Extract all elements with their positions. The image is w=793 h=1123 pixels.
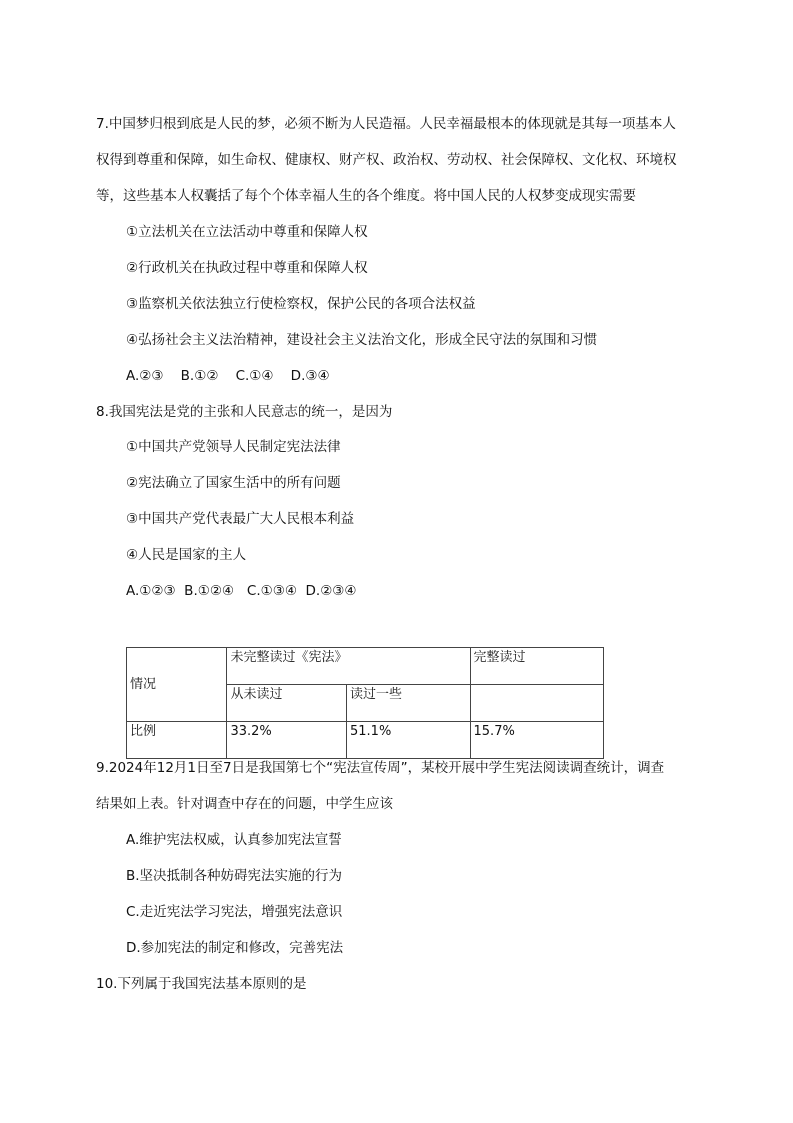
table-cell-complete-value: 15.7% — [470, 722, 603, 759]
table-cell-ratio-label: 比例 — [127, 722, 227, 759]
table-cell-empty — [470, 685, 603, 722]
q9-stem-line-2: 结果如上表。针对调查中存在的问题，中学生应该 — [96, 796, 393, 812]
q9-option-c: C.走近宪法学习宪法，增强宪法意识 — [126, 904, 343, 920]
table-cell-not-complete: 未完整读过《宪法》 — [227, 648, 470, 685]
table-cell-read-some: 读过一些 — [347, 685, 471, 722]
table-cell-complete: 完整读过 — [470, 648, 603, 685]
q7-item-3: ③监察机关依法独立行使检察权，保护公民的各项合法权益 — [126, 296, 476, 312]
q7-stem-line-3: 等，这些基本人权囊括了每个个体幸福人生的各个维度。将中国人民的人权梦变成现实需要 — [96, 188, 636, 204]
table-row — [127, 722, 604, 759]
q8-item-2: ②宪法确立了国家生活中的所有问题 — [126, 475, 341, 491]
q9-option-a: A.维护宪法权威，认真参加宪法宣誓 — [126, 832, 342, 848]
table-cell-never-read: 从未读过 — [227, 685, 347, 722]
q7-choices: A.②③ B.①② C.①④ D.③④ — [126, 368, 330, 384]
q10-stem: 10.下列属于我国宪法基本原则的是 — [96, 976, 307, 992]
q7-stem-line-1: 7.中国梦归根到底是人民的梦，必须不断为人民造福。人民幸福最根本的体现就是其每一项基本人 — [96, 116, 676, 132]
table-cell-situation: 情况 — [127, 648, 227, 722]
q8-item-1: ①中国共产党领导人民制定宪法法律 — [126, 439, 341, 455]
q9-option-d: D.参加宪法的制定和修改，完善宪法 — [126, 940, 344, 956]
q7-item-1: ①立法机关在立法活动中尊重和保障人权 — [126, 224, 368, 240]
table-cell-some-value: 51.1% — [347, 722, 471, 759]
table-cell-never-value: 33.2% — [227, 722, 347, 759]
table-row — [127, 648, 604, 685]
q8-choices: A.①②③ B.①②④ C.①③④ D.②③④ — [126, 583, 357, 599]
q9-stem-line-1: 9.2024年12月1日至7日是我国第七个“宪法宣传周”，某校开展中学生宪法阅读调查统计，调查 — [96, 760, 665, 776]
q8-stem: 8.我国宪法是党的主张和人民意志的统一，是因为 — [96, 404, 393, 420]
q9-option-b: B.坚决抵制各种妨碍宪法实施的行为 — [126, 868, 343, 884]
q8-item-4: ④人民是国家的主人 — [126, 547, 247, 563]
q7-stem-line-2: 权得到尊重和保障，如生命权、健康权、财产权、政治权、劳动权、社会保障权、文化权、环境权 — [96, 152, 677, 168]
q7-item-2: ②行政机关在执政过程中尊重和保障人权 — [126, 260, 368, 276]
survey-table — [126, 647, 604, 759]
q8-item-3: ③中国共产党代表最广大人民根本利益 — [126, 511, 355, 527]
q7-item-4: ④弘扬社会主义法治精神，建设社会主义法治文化，形成全民守法的氛围和习惯 — [126, 332, 598, 348]
